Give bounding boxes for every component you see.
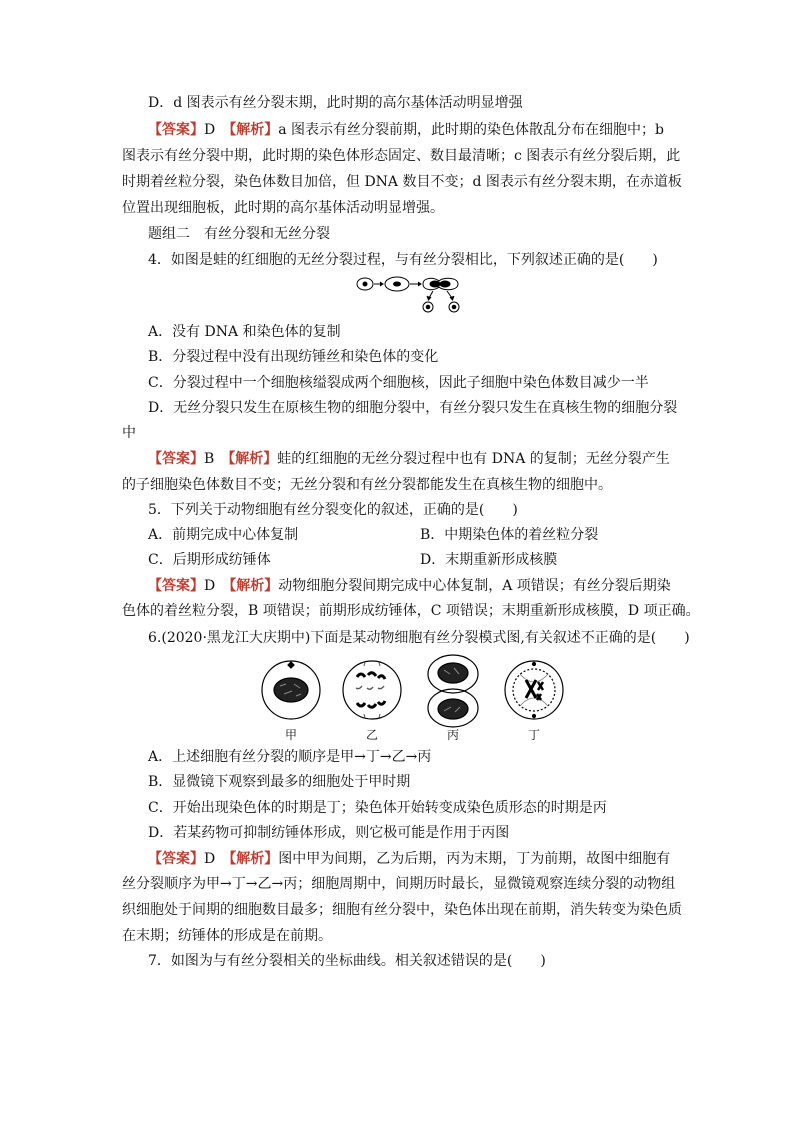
analysis-text: 图中甲为间期，乙为后期，丙为末期，丁为前期，故图中细胞有 bbox=[278, 851, 671, 867]
frog-rbc-amitosis-figure bbox=[355, 274, 465, 316]
analysis-tag: 【解析】 bbox=[229, 122, 279, 138]
answer-tag: 【答案】 bbox=[148, 851, 204, 867]
analysis-text: a 图表示有丝分裂前期，此时期的染色体散乱分布在细胞中；b bbox=[278, 122, 664, 138]
q4-option-c: C．分裂过程中一个细胞核缢裂成两个细胞核，因此子细胞中染色体数目减少一半 bbox=[148, 375, 649, 391]
answer-value: D bbox=[204, 851, 216, 867]
q5-answer-line-1 bbox=[148, 576, 671, 596]
q4-analysis-line-2: 的子细胞染色体数目不变；无丝分裂和有丝分裂都能发生在真核生物的细胞中。 bbox=[122, 477, 612, 493]
cell-label-jia: 甲 bbox=[285, 728, 298, 742]
q5-stem: 5．下列关于动物细胞有丝分裂变化的叙述，正确的是( ) bbox=[148, 502, 518, 518]
answer-tag: 【答案】 bbox=[148, 451, 204, 467]
answer-tag: 【答案】 bbox=[148, 578, 204, 594]
answer-value: B bbox=[204, 451, 215, 467]
cell-label-yi: 乙 bbox=[366, 728, 379, 742]
analysis-tag: 【解析】 bbox=[228, 451, 278, 467]
q4-option-a: A．没有 DNA 和染色体的复制 bbox=[148, 324, 341, 340]
analysis-text: 动物细胞分裂间期完成中心体复制，A 项错误；有丝分裂后期染 bbox=[278, 578, 671, 594]
q6-option-d: D．若某药物可抑制纺锤体形成，则它极可能是作用于丙图 bbox=[148, 825, 510, 841]
answer-value: D bbox=[204, 122, 216, 138]
prev-analysis-line-2: 图表示有丝分裂中期，此时期的染色体形态固定、数目最清晰；c 图表示有丝分裂后期，此 bbox=[122, 148, 681, 164]
q6-option-b: B．显微镜下观察到最多的细胞处于甲时期 bbox=[148, 774, 411, 790]
q4-option-d-cont: 中 bbox=[122, 425, 136, 441]
analysis-text: 蛙的红细胞的无丝分裂过程中也有 DNA 的复制；无丝分裂产生 bbox=[277, 451, 670, 467]
q4-answer-line-1 bbox=[148, 449, 670, 469]
q6-option-a: A．上述细胞有丝分裂的顺序是甲→丁→乙→丙 bbox=[148, 749, 432, 765]
analysis-tag: 【解析】 bbox=[229, 578, 279, 594]
answer-tag: 【答案】 bbox=[148, 122, 204, 138]
q5-analysis-line-2: 色体的着丝粒分裂，B 项错误；前期形成纺锤体，C 项错误；末期重新形成核膜，D 项正确。 bbox=[122, 603, 700, 619]
q6-answer-line-1 bbox=[148, 849, 670, 869]
prev-answer-line-1 bbox=[148, 120, 664, 140]
q4-option-d: D．无丝分裂只发生在原核生物的细胞分裂中，有丝分裂只发生在真核生物的细胞分裂 bbox=[148, 400, 678, 416]
q5-option-d: D．末期重新形成核膜 bbox=[420, 552, 558, 568]
q6-analysis-line-4: 在末期；纺锤体的形成是在前期。 bbox=[122, 928, 332, 944]
analysis-tag: 【解析】 bbox=[229, 851, 279, 867]
q6-stem: 6.(2020·黑龙江大庆期中)下面是某动物细胞有丝分裂模式图,有关叙述不正确的是( ) bbox=[148, 630, 690, 646]
q4-option-b: B．分裂过程中没有出现纺锤丝和染色体的变化 bbox=[148, 349, 439, 365]
group-title: 题组二 有丝分裂和无丝分裂 bbox=[148, 226, 330, 242]
prev-analysis-line-4: 位置出现细胞板，此时期的高尔基体活动明显增强。 bbox=[122, 200, 444, 216]
q5-option-b: B．中期染色体的着丝粒分裂 bbox=[420, 527, 599, 543]
q5-option-a: A．前期完成中心体复制 bbox=[148, 527, 299, 543]
prev-option-d: D．d 图表示有丝分裂末期，此时期的高尔基体活动明显增强 bbox=[148, 95, 523, 111]
q6-analysis-line-2: 丝分裂顺序为甲→丁→乙→丙；细胞周期中，间期历时最长，显微镜观察连续分裂的动物组 bbox=[122, 876, 676, 892]
answer-value: D bbox=[204, 578, 216, 594]
q5-option-c: C．后期形成纺锤体 bbox=[148, 552, 271, 568]
cell-label-bing: 丙 bbox=[447, 728, 460, 742]
q7-stem: 7．如图为与有丝分裂相关的坐标曲线。相关叙述错误的是( ) bbox=[148, 953, 546, 969]
q4-stem: 4．如图是蛙的红细胞的无丝分裂过程，与有丝分裂相比，下列叙述正确的是( ) bbox=[148, 252, 658, 268]
cell-label-ding: 丁 bbox=[528, 728, 541, 742]
mitosis-cells-figure bbox=[258, 652, 568, 742]
prev-analysis-line-3: 时期着丝粒分裂，染色体数目加倍，但 DNA 数目不变；d 图表示有丝分裂末期，在赤道板 bbox=[122, 174, 682, 190]
q6-analysis-line-3: 织细胞处于间期的细胞数目最多；细胞有丝分裂中，染色体出现在前期，消失转变为染色质 bbox=[122, 902, 682, 918]
q6-option-c: C．开始出现染色体的时期是丁；染色体开始转变成染色质形态的时期是丙 bbox=[148, 800, 607, 816]
